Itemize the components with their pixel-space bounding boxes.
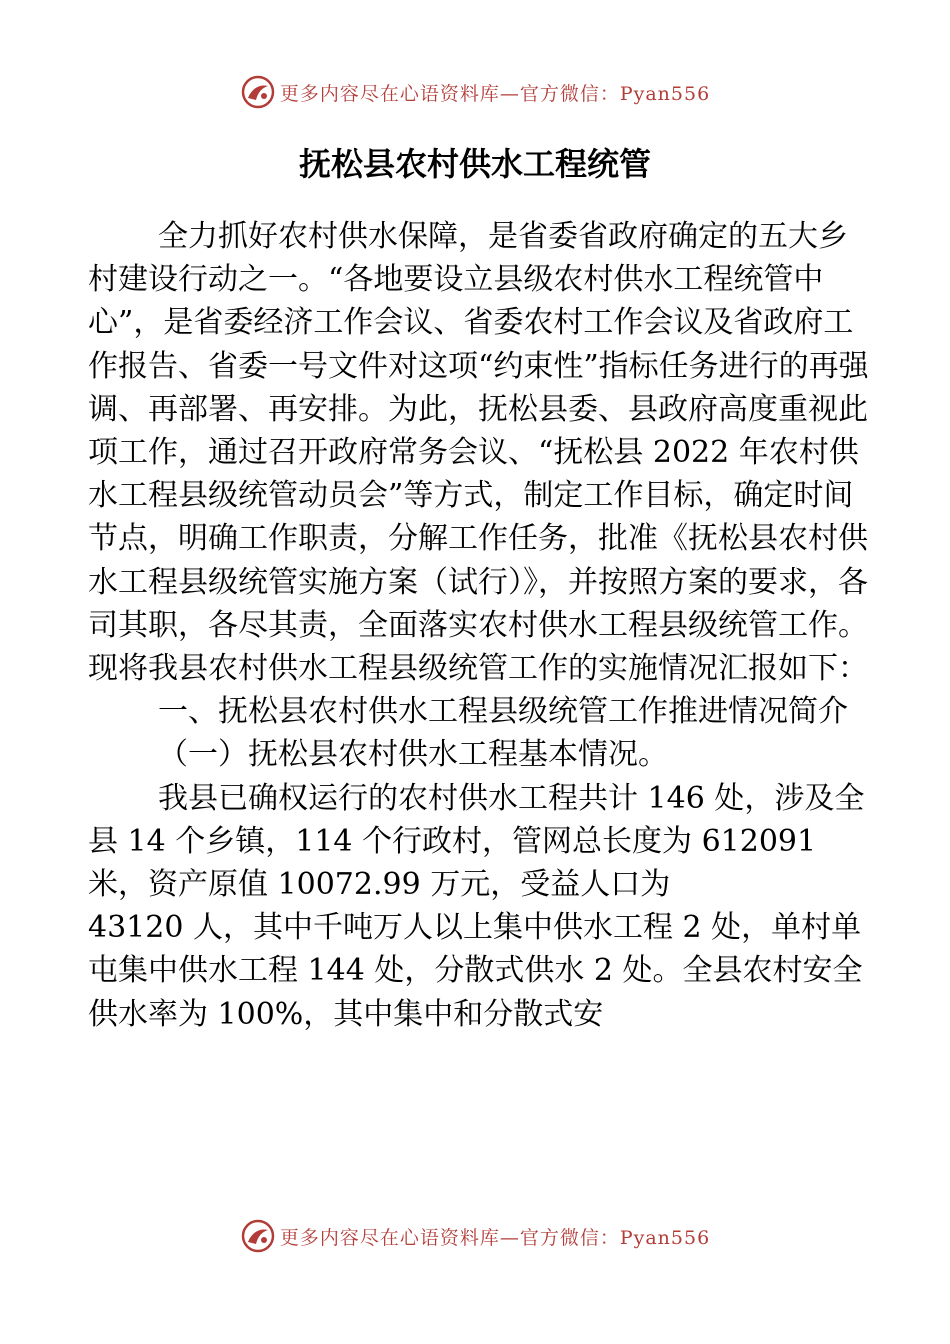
section-heading-1: 一、抚松县农村供水工程县级统管工作推进情况简介 <box>158 694 848 730</box>
brand-logo-icon <box>240 1218 276 1254</box>
document-title: 抚松县农村供水工程统管 <box>298 145 651 183</box>
paragraph-stats: 我县已确权运行的农村供水工程共计 146 处，涉及全县 14 个乡镇，114 个行政村，管网总长度为 612091 米，资产原值 10072.99 万元，受益人口为 <box>88 780 865 903</box>
brand-logo-icon <box>240 74 276 110</box>
document-body <box>88 215 874 1036</box>
watermark-banner-bottom <box>0 1216 950 1256</box>
paragraph-intro: 全力抓好农村供水保障，是省委省政府确定的五大乡村建设行动之一。“各地要设立县级农村供水工程统管中心”，是省委经济工作会议、省委农村工作会议及省政府工作报告、省委一号文件对这项“约束性”指标任务进行的再强调、再部署、再安排。为此，抚松县委、县政府高度重视此项工作，通过召开政府常务会议、“抚松县 2022 年农村供水工程县级统管动员会”等方式，制定工作目标，确定时间节点，明确工作职责，分解工作任务，批准《抚松县农村供水工程县级统管实施方案（试行）》，并按照方案的要求，各司其职，各尽其责，全面落实农村供水工程县级统管工作。现将我县农村供水工程县级统管工作的实施情况汇报如下： <box>88 219 869 687</box>
watermark-text: 更多内容尽在心语资料库—官方微信：Pyan556 <box>279 82 711 105</box>
watermark-text: 更多内容尽在心语资料库—官方微信：Pyan556 <box>279 1226 711 1249</box>
subsection-heading-1: （一）抚松县农村供水工程基本情况。 <box>158 737 668 773</box>
paragraph-stats-cont: 43120 人，其中千吨万人以上集中供水工程 2 处，单村单屯集中供水工程 144 处，分散式供水 2 处。全县农村安全供水率为 100%，其中集中和分散式安 <box>88 910 863 1032</box>
watermark-banner-top <box>0 72 950 112</box>
